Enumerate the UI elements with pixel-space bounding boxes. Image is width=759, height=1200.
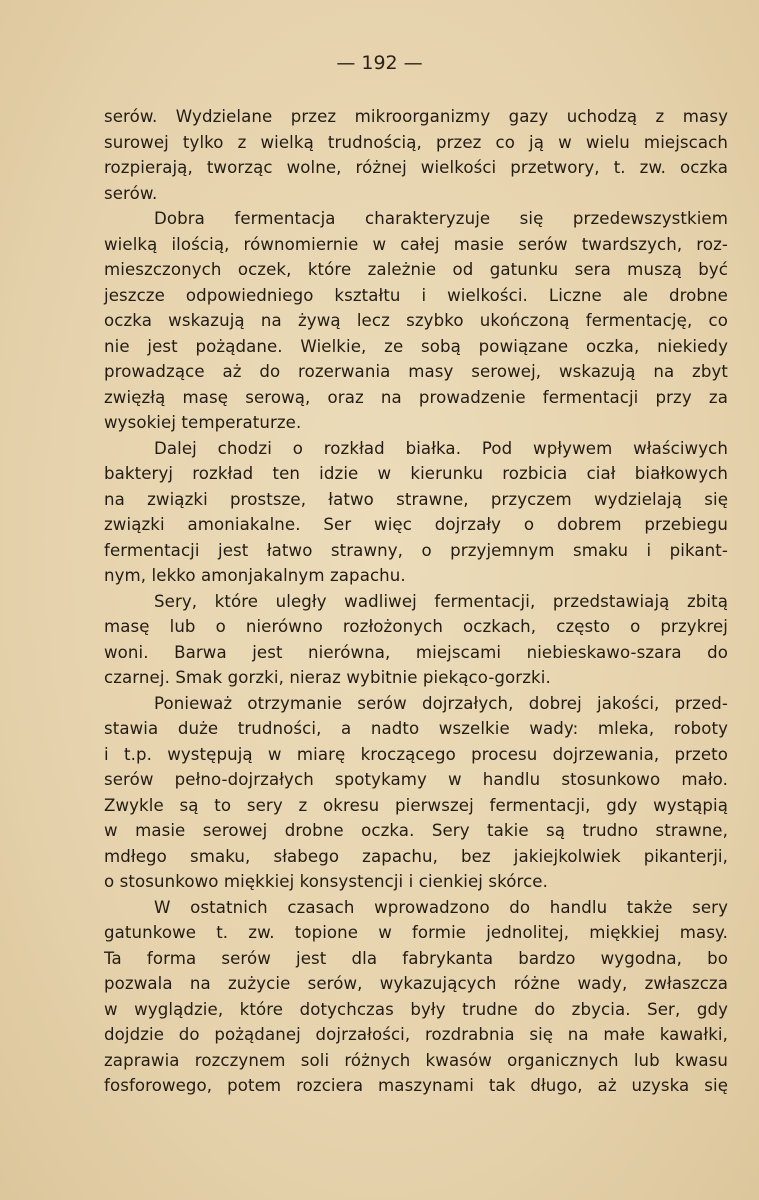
text-line: Ta forma serów jest dla fabrykanta bardzo wygodna, bo <box>104 948 728 968</box>
text-line: w wyglądzie, które dotychczas były trudne do zbycia. Ser, gdy <box>104 999 728 1019</box>
text-line: masę lub o nierówno rozłożonych oczkach, często o przykrej <box>104 617 728 636</box>
text-line: Dalej chodzi o rozkład białka. Pod wpływem właściwych <box>154 438 728 458</box>
body-text <box>104 104 728 1099</box>
text-line: Zwykle są to sery z okresu pierwszej fermentacji, gdy wystąpią <box>104 795 728 815</box>
text-line: prowadzące aż do rozerwania masy serowej, wskazują na zbyt <box>104 362 728 381</box>
text-line: i t.p. występują w miarę kroczącego procesu dojrzewania, przeto <box>104 744 728 764</box>
text-line: wysokiej temperaturze. <box>104 413 302 432</box>
text-line: mieszczonych oczek, które zależnie od gatunku sera muszą być <box>104 260 728 279</box>
text-line: Dobra fermentacja charakteryzuje się przedewszystkiem <box>154 209 728 228</box>
text-line: na związki prostsze, łatwo strawne, przyczem wydzielają się <box>104 489 728 509</box>
text-line: wielką ilością, równomiernie w całej masie serów twardszych, roz- <box>104 234 728 254</box>
text-line: Ponieważ otrzymanie serów dojrzałych, dobrej jakości, przed- <box>154 693 728 713</box>
text-line: nym, lekko amonjakalnym zapachu. <box>104 566 406 585</box>
page-number-header: — 192 — <box>336 52 423 74</box>
text-line: fosforowego, potem rozciera maszynami tak długo, aż uzyska się <box>104 1076 728 1095</box>
text-line: czarnej. Smak gorzki, nieraz wybitnie piekąco-gorzki. <box>104 668 551 687</box>
text-line: zaprawia rozczynem soli różnych kwasów organicznych lub kwasu <box>104 1050 728 1070</box>
text-line: nie jest pożądane. Wielkie, ze sobą powiązane oczka, niekiedy <box>104 336 728 356</box>
text-line: związki amoniakalne. Ser więc dojrzały o dobrem przebiegu <box>104 515 728 534</box>
text-line: woni. Barwa jest nierówna, miejscami niebieskawo-szara do <box>104 642 728 662</box>
text-line: pozwala na zużycie serów, wykazujących różne wady, zwłaszcza <box>104 974 728 993</box>
text-line: stawia duże trudności, a nadto wszelkie wady: mleka, roboty <box>104 719 728 738</box>
text-line: o stosunkowo miękkiej konsystencji i cienkiej skórce. <box>104 872 548 891</box>
text-line: gatunkowe t. zw. topione w formie jednolitej, miękkiej masy. <box>104 923 728 942</box>
text-line: rozpierają, tworząc wolne, różnej wielkości przetwory, t. zw. oczka <box>104 158 728 177</box>
text-line: mdłego smaku, słabego zapachu, bez jakiejkolwiek pikanterji, <box>104 846 728 866</box>
text-line: W ostatnich czasach wprowadzono do handlu także sery <box>154 897 728 917</box>
text-line: w masie serowej drobne oczka. Sery takie są trudno strawne, <box>104 821 728 840</box>
text-line: serów. Wydzielane przez mikroorganizmy gazy uchodzą z masy <box>104 107 728 126</box>
text-line: serów. <box>104 183 158 203</box>
text-line: surowej tylko z wielką trudnością, przez co ją w wielu miejscach <box>104 132 728 152</box>
text-line: jeszcze odpowiedniego kształtu i wielkości. Liczne ale drobne <box>104 285 728 305</box>
text-line: bakteryj rozkład ten idzie w kierunku rozbicia ciał białkowych <box>104 464 728 483</box>
text-line: serów pełno-dojrzałych spotykamy w handlu stosunkowo mało. <box>104 770 728 789</box>
text-line: zwięzłą masę serową, oraz na prowadzenie fermentacji przy za <box>104 387 728 407</box>
text-line: fermentacji jest łatwo strawny, o przyjemnym smaku i pikant- <box>104 540 728 560</box>
text-line: dojdzie do pożądanej dojrzałości, rozdrabnia się na małe kawałki, <box>104 1025 728 1044</box>
text-line: Sery, które uległy wadliwej fermentacji, przedstawiają zbitą <box>154 591 728 611</box>
text-line: oczka wskazują na żywą lecz szybko ukończoną fermentację, co <box>104 311 728 330</box>
